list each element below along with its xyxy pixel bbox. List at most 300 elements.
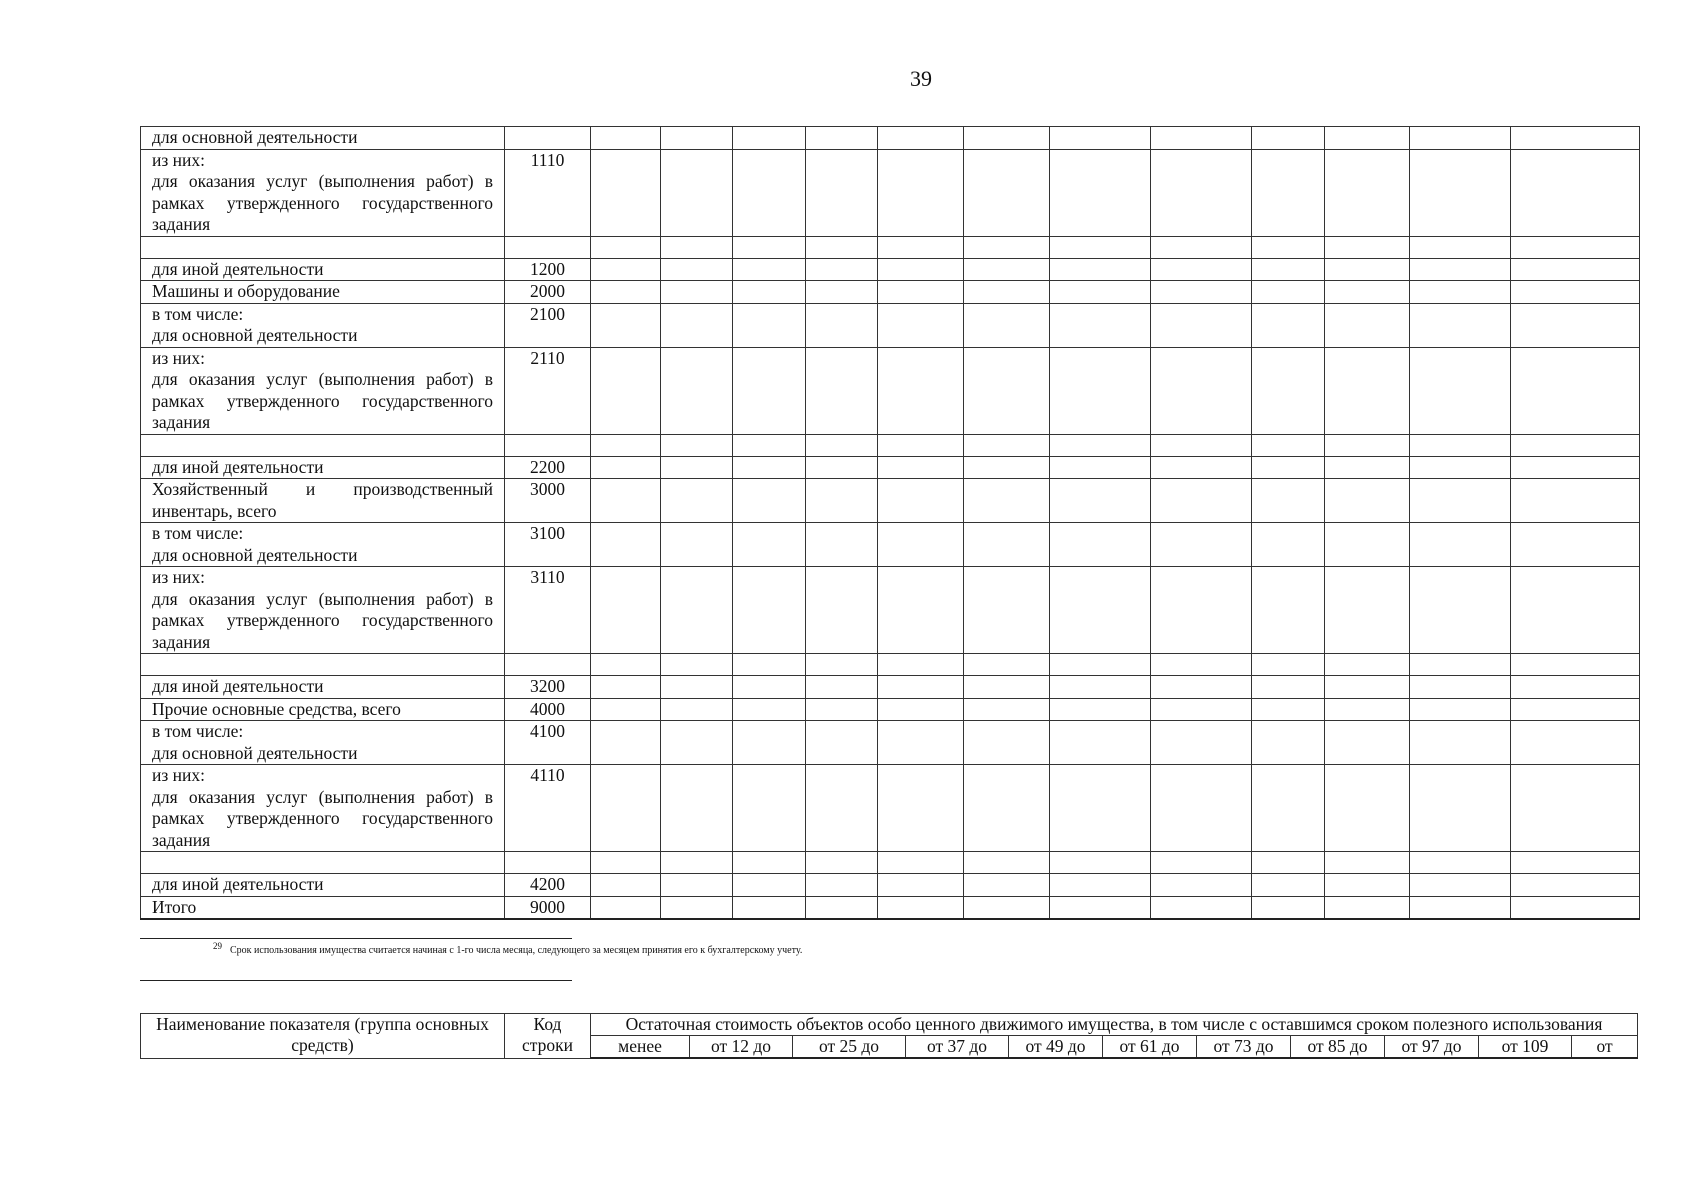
- value-cell[interactable]: [1325, 281, 1410, 304]
- value-cell[interactable]: [878, 567, 964, 654]
- value-cell[interactable]: [733, 127, 806, 150]
- value-cell[interactable]: [878, 127, 964, 150]
- value-cell[interactable]: [1410, 236, 1511, 258]
- value-cell[interactable]: [1050, 698, 1151, 721]
- value-cell[interactable]: [733, 347, 806, 434]
- value-cell[interactable]: [806, 721, 878, 765]
- value-cell[interactable]: [1050, 281, 1151, 304]
- value-cell[interactable]: [1511, 456, 1640, 479]
- value-cell[interactable]: [806, 896, 878, 919]
- value-cell[interactable]: [964, 567, 1050, 654]
- value-cell[interactable]: [1410, 896, 1511, 919]
- value-cell[interactable]: [1410, 523, 1511, 567]
- value-cell[interactable]: [1325, 347, 1410, 434]
- value-cell[interactable]: [1252, 434, 1325, 456]
- indicator-name-cell: [141, 303, 505, 347]
- value-cell[interactable]: [661, 479, 733, 523]
- value-cell[interactable]: [1151, 479, 1252, 523]
- value-cell[interactable]: [878, 236, 964, 258]
- value-cell[interactable]: [806, 236, 878, 258]
- value-cell[interactable]: [661, 303, 733, 347]
- value-cell[interactable]: [1050, 765, 1151, 852]
- value-cell[interactable]: [806, 676, 878, 699]
- indicator-name-text: из них:: [152, 347, 205, 368]
- value-cell[interactable]: [1325, 567, 1410, 654]
- value-cell[interactable]: [661, 567, 733, 654]
- value-cell[interactable]: [1252, 676, 1325, 699]
- value-cell[interactable]: [1410, 127, 1511, 150]
- value-cell[interactable]: [1410, 281, 1511, 304]
- value-cell[interactable]: [733, 676, 806, 699]
- value-cell[interactable]: [964, 852, 1050, 874]
- value-cell[interactable]: [1050, 874, 1151, 897]
- value-cell[interactable]: [1252, 896, 1325, 919]
- value-cell[interactable]: [1151, 654, 1252, 676]
- value-cell[interactable]: [661, 347, 733, 434]
- value-cell[interactable]: [964, 258, 1050, 281]
- value-cell[interactable]: [1252, 479, 1325, 523]
- row-code-cell: 2200: [505, 456, 591, 479]
- value-cell[interactable]: [964, 149, 1050, 236]
- value-cell[interactable]: [733, 149, 806, 236]
- value-cell[interactable]: [1151, 281, 1252, 304]
- value-cell[interactable]: [878, 479, 964, 523]
- value-cell[interactable]: [1325, 765, 1410, 852]
- value-cell[interactable]: [661, 434, 733, 456]
- value-cell[interactable]: [1252, 456, 1325, 479]
- value-cell[interactable]: [1410, 852, 1511, 874]
- indicator-name-text: Итого: [152, 896, 197, 917]
- value-cell[interactable]: [1151, 258, 1252, 281]
- value-cell[interactable]: [878, 874, 964, 897]
- value-cell[interactable]: [964, 434, 1050, 456]
- indicator-name-cell: [141, 721, 505, 765]
- value-cell[interactable]: [964, 676, 1050, 699]
- value-cell[interactable]: [1410, 698, 1511, 721]
- indicator-name-text: Прочие основные средства, всего: [152, 698, 401, 719]
- value-cell[interactable]: [806, 347, 878, 434]
- value-cell[interactable]: [661, 236, 733, 258]
- value-cell[interactable]: [1050, 479, 1151, 523]
- value-cell[interactable]: [733, 236, 806, 258]
- table-row: [141, 303, 1640, 347]
- value-cell[interactable]: [1511, 303, 1640, 347]
- value-cell[interactable]: [1410, 149, 1511, 236]
- value-cell[interactable]: [964, 479, 1050, 523]
- fixed-assets-table-body: [141, 127, 1640, 920]
- value-cell[interactable]: [1252, 852, 1325, 874]
- value-cell[interactable]: [1325, 896, 1410, 919]
- value-cell[interactable]: [661, 281, 733, 304]
- value-cell[interactable]: [1252, 765, 1325, 852]
- value-cell[interactable]: [733, 479, 806, 523]
- value-cell[interactable]: [661, 258, 733, 281]
- value-cell[interactable]: [806, 303, 878, 347]
- row-code-cell: 2000: [505, 281, 591, 304]
- value-cell[interactable]: [1050, 347, 1151, 434]
- value-cell[interactable]: [1325, 456, 1410, 479]
- value-cell[interactable]: [1410, 765, 1511, 852]
- value-cell[interactable]: [1325, 654, 1410, 676]
- value-cell[interactable]: [1410, 567, 1511, 654]
- value-cell[interactable]: [1050, 654, 1151, 676]
- value-cell[interactable]: [1410, 654, 1511, 676]
- table-row: [141, 434, 1640, 456]
- value-cell[interactable]: [1325, 236, 1410, 258]
- value-cell[interactable]: [591, 258, 661, 281]
- value-cell[interactable]: [1511, 567, 1640, 654]
- value-cell[interactable]: [1151, 874, 1252, 897]
- value-cell[interactable]: [1325, 721, 1410, 765]
- value-cell[interactable]: [1050, 434, 1151, 456]
- value-cell[interactable]: [878, 698, 964, 721]
- value-cell[interactable]: [591, 434, 661, 456]
- value-cell[interactable]: [591, 654, 661, 676]
- value-cell[interactable]: [1325, 434, 1410, 456]
- value-cell[interactable]: [1151, 567, 1252, 654]
- value-cell[interactable]: [1325, 676, 1410, 699]
- value-cell[interactable]: [1151, 852, 1252, 874]
- table-row: [141, 523, 1640, 567]
- indicator-name-cell: [141, 479, 505, 523]
- value-cell[interactable]: [1511, 127, 1640, 150]
- value-cell[interactable]: [661, 523, 733, 567]
- row-code-cell: [505, 236, 591, 258]
- value-cell[interactable]: [591, 698, 661, 721]
- value-cell[interactable]: [661, 721, 733, 765]
- value-cell[interactable]: [1511, 874, 1640, 897]
- value-cell[interactable]: [591, 523, 661, 567]
- value-cell[interactable]: [661, 654, 733, 676]
- term-subheader: от 85 до: [1291, 1036, 1385, 1059]
- value-cell[interactable]: [1151, 149, 1252, 236]
- value-cell[interactable]: [964, 896, 1050, 919]
- value-cell[interactable]: [1511, 852, 1640, 874]
- value-cell[interactable]: [878, 654, 964, 676]
- value-cell[interactable]: [964, 874, 1050, 897]
- value-cell[interactable]: [1151, 765, 1252, 852]
- value-cell[interactable]: [1511, 698, 1640, 721]
- value-cell[interactable]: [1151, 303, 1252, 347]
- indicator-name-text: для оказания услуг (выполнения работ) в рамках утвержденного государственного задания: [152, 588, 493, 652]
- value-cell[interactable]: [1050, 149, 1151, 236]
- value-cell[interactable]: [964, 654, 1050, 676]
- term-subheader: от 61 до: [1103, 1036, 1197, 1059]
- value-cell[interactable]: [878, 456, 964, 479]
- indicator-name-cell: [141, 236, 505, 258]
- value-cell[interactable]: [733, 456, 806, 479]
- value-cell[interactable]: [964, 698, 1050, 721]
- value-cell[interactable]: [1325, 874, 1410, 897]
- value-cell[interactable]: [1410, 303, 1511, 347]
- table-row: [141, 258, 1640, 281]
- value-cell[interactable]: [733, 765, 806, 852]
- value-cell[interactable]: [806, 852, 878, 874]
- value-cell[interactable]: [591, 456, 661, 479]
- value-cell[interactable]: [733, 523, 806, 567]
- value-cell[interactable]: [1410, 347, 1511, 434]
- table-row: [141, 456, 1640, 479]
- residual-value-table-header: [140, 1013, 1638, 1059]
- value-cell[interactable]: [878, 676, 964, 699]
- value-cell[interactable]: [661, 456, 733, 479]
- indicator-name-text: для иной деятельности: [152, 258, 324, 279]
- value-cell[interactable]: [878, 149, 964, 236]
- term-subheader: менее: [591, 1036, 690, 1059]
- value-cell[interactable]: [1151, 676, 1252, 699]
- table-row: [141, 654, 1640, 676]
- value-cell[interactable]: [1252, 281, 1325, 304]
- value-cell[interactable]: [1252, 258, 1325, 281]
- value-cell[interactable]: [1050, 456, 1151, 479]
- value-cell[interactable]: [1151, 347, 1252, 434]
- value-cell[interactable]: [661, 874, 733, 897]
- value-cell[interactable]: [1325, 698, 1410, 721]
- value-cell[interactable]: [733, 281, 806, 304]
- value-cell[interactable]: [1410, 258, 1511, 281]
- row-code-cell: 2100: [505, 303, 591, 347]
- indicator-name-cell: [141, 896, 505, 919]
- value-cell[interactable]: [1151, 456, 1252, 479]
- footnote-separator: [140, 938, 572, 939]
- value-cell[interactable]: [878, 434, 964, 456]
- indicator-name-text: для основной деятельности: [152, 544, 358, 565]
- value-cell[interactable]: [1050, 523, 1151, 567]
- value-cell[interactable]: [806, 654, 878, 676]
- footnote: [213, 941, 803, 957]
- value-cell[interactable]: [1050, 852, 1151, 874]
- value-cell[interactable]: [661, 852, 733, 874]
- value-cell[interactable]: [1511, 149, 1640, 236]
- value-cell[interactable]: [878, 303, 964, 347]
- value-cell[interactable]: [878, 721, 964, 765]
- value-cell[interactable]: [806, 281, 878, 304]
- value-cell[interactable]: [806, 874, 878, 897]
- value-cell[interactable]: [1325, 523, 1410, 567]
- value-cell[interactable]: [733, 852, 806, 874]
- residual-value-header: Остаточная стоимость объектов особо ценного движимого имущества, в том числе с оставшимся сроком полезного использования: [591, 1014, 1638, 1036]
- value-cell[interactable]: [964, 236, 1050, 258]
- value-cell[interactable]: [733, 874, 806, 897]
- table-row: [141, 765, 1640, 852]
- value-cell[interactable]: [1050, 896, 1151, 919]
- value-cell[interactable]: [733, 434, 806, 456]
- value-cell[interactable]: [878, 852, 964, 874]
- value-cell[interactable]: [1325, 479, 1410, 523]
- value-cell[interactable]: [806, 765, 878, 852]
- value-cell[interactable]: [878, 765, 964, 852]
- value-cell[interactable]: [806, 127, 878, 150]
- row-code-cell: 3200: [505, 676, 591, 699]
- value-cell[interactable]: [1325, 852, 1410, 874]
- value-cell[interactable]: [1511, 896, 1640, 919]
- row-code-cell: 3000: [505, 479, 591, 523]
- value-cell[interactable]: [1252, 303, 1325, 347]
- value-cell[interactable]: [964, 281, 1050, 304]
- row-code-cell: 3110: [505, 567, 591, 654]
- value-cell[interactable]: [1325, 258, 1410, 281]
- row-code-cell: [505, 852, 591, 874]
- table-row: [141, 896, 1640, 919]
- value-cell[interactable]: [591, 236, 661, 258]
- value-cell[interactable]: [1511, 434, 1640, 456]
- value-cell[interactable]: [806, 434, 878, 456]
- value-cell[interactable]: [733, 567, 806, 654]
- value-cell[interactable]: [1511, 676, 1640, 699]
- row-code-cell: 1200: [505, 258, 591, 281]
- value-cell[interactable]: [1410, 676, 1511, 699]
- value-cell[interactable]: [733, 721, 806, 765]
- value-cell[interactable]: [591, 765, 661, 852]
- value-cell[interactable]: [733, 896, 806, 919]
- value-cell[interactable]: [1252, 149, 1325, 236]
- indicator-name-cell: [141, 852, 505, 874]
- value-cell[interactable]: [1410, 456, 1511, 479]
- indicator-name-text: для основной деятельности: [152, 742, 358, 763]
- value-cell[interactable]: [964, 127, 1050, 150]
- indicator-name-text: из них:: [152, 567, 205, 587]
- value-cell[interactable]: [1252, 127, 1325, 150]
- value-cell[interactable]: [1325, 127, 1410, 150]
- indicator-name-cell: [141, 698, 505, 721]
- value-cell[interactable]: [964, 303, 1050, 347]
- value-cell[interactable]: [661, 698, 733, 721]
- value-cell[interactable]: [1511, 479, 1640, 523]
- value-cell[interactable]: [591, 281, 661, 304]
- value-cell[interactable]: [1050, 127, 1151, 150]
- table-row: [141, 874, 1640, 897]
- value-cell[interactable]: [661, 765, 733, 852]
- value-cell[interactable]: [1252, 654, 1325, 676]
- term-subheader: от 25 до: [793, 1036, 906, 1059]
- value-cell[interactable]: [878, 896, 964, 919]
- value-cell[interactable]: [1252, 874, 1325, 897]
- value-cell[interactable]: [1252, 236, 1325, 258]
- value-cell[interactable]: [591, 479, 661, 523]
- term-subheader: от 37 до: [906, 1036, 1009, 1059]
- indicator-name-cell: [141, 149, 505, 236]
- value-cell[interactable]: [1050, 676, 1151, 699]
- value-cell[interactable]: [964, 721, 1050, 765]
- value-cell[interactable]: [878, 347, 964, 434]
- value-cell[interactable]: [1511, 281, 1640, 304]
- value-cell[interactable]: [591, 896, 661, 919]
- value-cell[interactable]: [806, 567, 878, 654]
- value-cell[interactable]: [1511, 721, 1640, 765]
- value-cell[interactable]: [1151, 896, 1252, 919]
- value-cell[interactable]: [1511, 236, 1640, 258]
- value-cell[interactable]: [661, 896, 733, 919]
- table-row: [141, 479, 1640, 523]
- value-cell[interactable]: [1252, 721, 1325, 765]
- value-cell[interactable]: [1252, 698, 1325, 721]
- indicator-name-cell: [141, 434, 505, 456]
- value-cell[interactable]: [806, 258, 878, 281]
- value-cell[interactable]: [733, 654, 806, 676]
- value-cell[interactable]: [1151, 721, 1252, 765]
- term-subheader: от 109: [1479, 1036, 1572, 1059]
- value-cell[interactable]: [1050, 721, 1151, 765]
- value-cell[interactable]: [1410, 479, 1511, 523]
- value-cell[interactable]: [661, 127, 733, 150]
- value-cell[interactable]: [964, 765, 1050, 852]
- value-cell[interactable]: [1325, 149, 1410, 236]
- value-cell[interactable]: [1252, 523, 1325, 567]
- value-cell[interactable]: [1050, 567, 1151, 654]
- value-cell[interactable]: [591, 676, 661, 699]
- value-cell[interactable]: [1050, 303, 1151, 347]
- value-cell[interactable]: [1252, 567, 1325, 654]
- value-cell[interactable]: [964, 347, 1050, 434]
- table-row: [141, 236, 1640, 258]
- value-cell[interactable]: [1151, 434, 1252, 456]
- row-code-cell: 4110: [505, 765, 591, 852]
- value-cell[interactable]: [591, 721, 661, 765]
- value-cell[interactable]: [878, 523, 964, 567]
- value-cell[interactable]: [591, 149, 661, 236]
- value-cell[interactable]: [806, 698, 878, 721]
- value-cell[interactable]: [964, 456, 1050, 479]
- value-cell[interactable]: [661, 149, 733, 236]
- value-cell[interactable]: [1151, 523, 1252, 567]
- value-cell[interactable]: [1410, 434, 1511, 456]
- value-cell[interactable]: [1252, 347, 1325, 434]
- value-cell[interactable]: [1511, 765, 1640, 852]
- value-cell[interactable]: [591, 303, 661, 347]
- value-cell[interactable]: [806, 149, 878, 236]
- value-cell[interactable]: [1511, 523, 1640, 567]
- value-cell[interactable]: [1151, 127, 1252, 150]
- value-cell[interactable]: [1511, 654, 1640, 676]
- value-cell[interactable]: [878, 258, 964, 281]
- value-cell[interactable]: [964, 523, 1050, 567]
- value-cell[interactable]: [591, 874, 661, 897]
- value-cell[interactable]: [733, 303, 806, 347]
- value-cell[interactable]: [733, 258, 806, 281]
- value-cell[interactable]: [878, 281, 964, 304]
- indicator-name-cell: [141, 281, 505, 304]
- value-cell[interactable]: [806, 456, 878, 479]
- value-cell[interactable]: [1151, 236, 1252, 258]
- value-cell[interactable]: [1050, 258, 1151, 281]
- value-cell[interactable]: [591, 347, 661, 434]
- value-cell[interactable]: [1511, 347, 1640, 434]
- value-cell[interactable]: [733, 698, 806, 721]
- term-subheader: от 12 до: [690, 1036, 793, 1059]
- value-cell[interactable]: [591, 567, 661, 654]
- value-cell[interactable]: [591, 852, 661, 874]
- indicator-name-cell: [141, 676, 505, 699]
- indicator-name-text: в том числе:: [152, 523, 244, 543]
- value-cell[interactable]: [1410, 874, 1511, 897]
- value-cell[interactable]: [1325, 303, 1410, 347]
- value-cell[interactable]: [806, 479, 878, 523]
- table-row: [141, 347, 1640, 434]
- value-cell[interactable]: [591, 127, 661, 150]
- value-cell[interactable]: [1511, 258, 1640, 281]
- page-number: 39: [910, 66, 932, 91]
- value-cell[interactable]: [806, 523, 878, 567]
- term-subheader: от 73 до: [1197, 1036, 1291, 1059]
- value-cell[interactable]: [661, 676, 733, 699]
- value-cell[interactable]: [1410, 721, 1511, 765]
- row-code-cell: [505, 654, 591, 676]
- indicator-name-text: для оказания услуг (выполнения работ) в рамках утвержденного государственного задания: [152, 369, 493, 432]
- value-cell[interactable]: [1050, 236, 1151, 258]
- value-cell[interactable]: [1151, 698, 1252, 721]
- indicator-name-cell: [141, 127, 505, 150]
- indicator-name-cell: [141, 523, 505, 567]
